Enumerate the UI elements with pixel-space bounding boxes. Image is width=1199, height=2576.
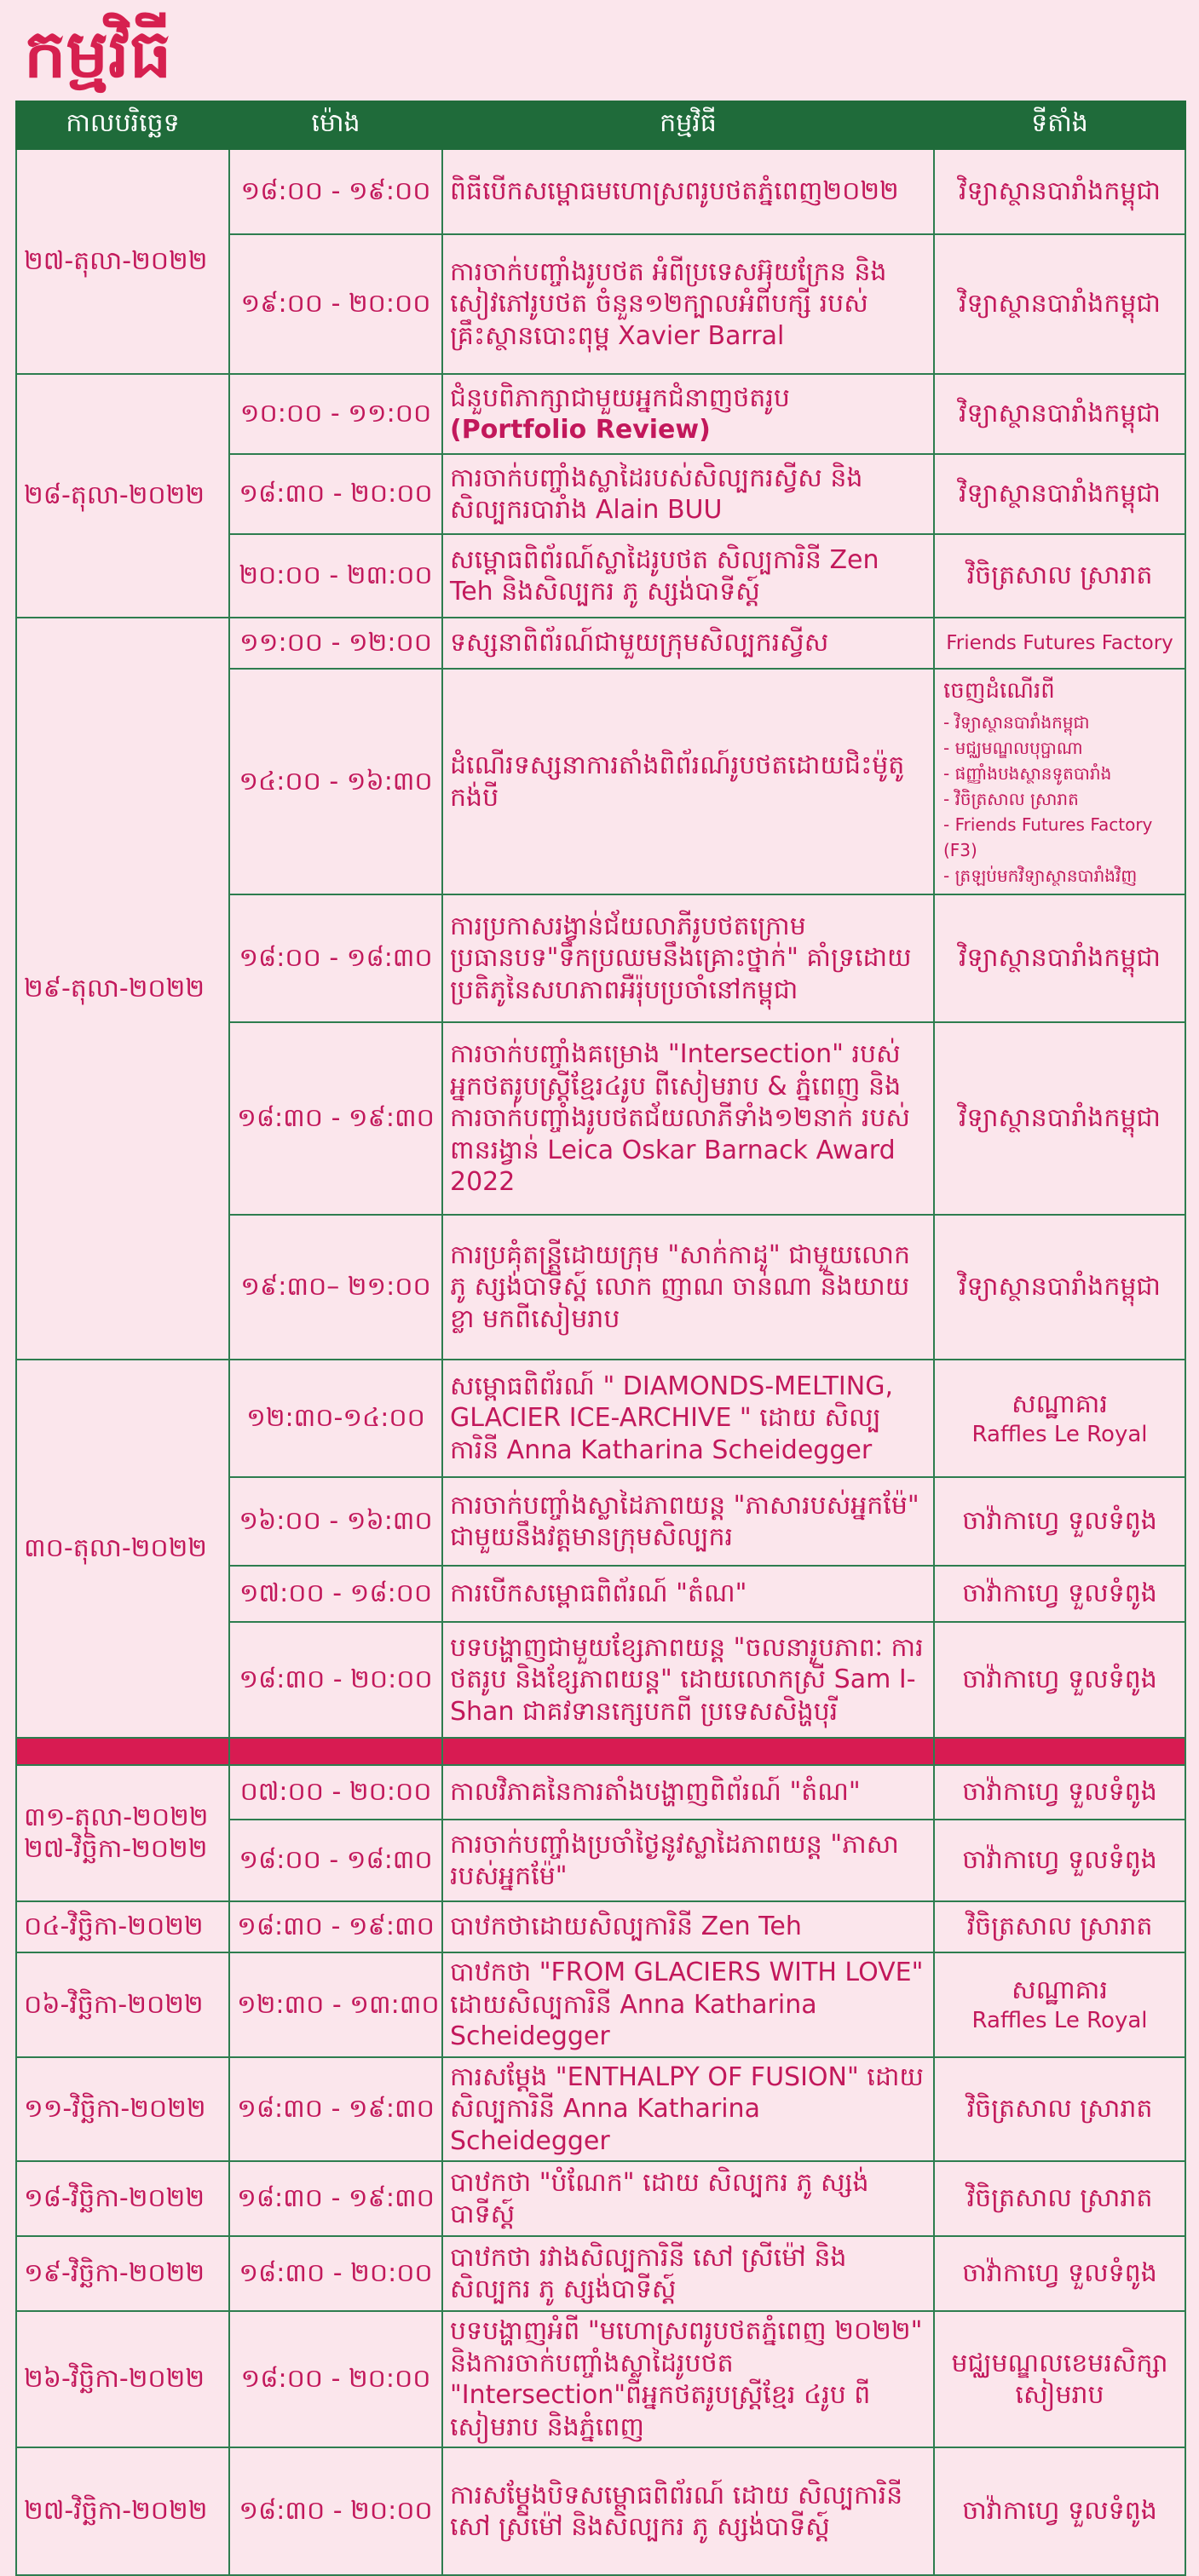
table-row xyxy=(16,1901,1185,1952)
venue-cell: ចាវ៉ាកាហ្វេ ទួលទំពូង xyxy=(934,1477,1185,1566)
table-row xyxy=(16,149,1185,234)
venue-list-item: - Friends Futures Factory (F3) xyxy=(943,814,1153,860)
time-cell: ១៨:៣០ - ១៩:៣០ xyxy=(229,1022,442,1215)
activity-cell: បាឋកថាដោយសិល្បការិនី Zen Teh xyxy=(442,1901,934,1952)
table-row xyxy=(16,2236,1185,2311)
schedule-table xyxy=(15,101,1186,2576)
date-cell xyxy=(16,1765,229,1901)
time-cell: ១៨:៣០ - ២០:០០ xyxy=(229,2236,442,2311)
date-end: ២៧-វិច្ឆិកា-២០២២ xyxy=(24,1834,208,1864)
date-start: ៣១-តុលា-២០២២ xyxy=(24,1802,209,1832)
date-cell: ០៤-វិច្ឆិកា-២០២២ xyxy=(16,1901,229,1952)
header-venue: ទីតាំង xyxy=(934,101,1185,149)
time-cell: ១១:០០ - ១២:០០ xyxy=(229,618,442,669)
activity-cell: ការបើកសម្ពោធពិព័រណ៍ "តំណ" xyxy=(442,1566,934,1622)
time-cell: ១៩:០០ - ២០:០០ xyxy=(229,234,442,374)
page-title: កម្មវិធី xyxy=(24,16,172,93)
venue-cell: ចាវ៉ាកាហ្វេ ទួលទំពូង xyxy=(934,1622,1185,1738)
venue-list-item: - វិចិត្រសាល ស្រារាត xyxy=(943,789,1079,809)
venue-cell: ចាវ៉ាកាហ្វេ ទួលទំពូង xyxy=(934,2447,1185,2575)
activity-cell: ការចាក់បញ្ចាំងរូបថត អំពីប្រទេសអ៊ុយក្រែន និងសៀវភៅរូបថត ចំនួន១២ក្បាលអំពីបក្សី របស់គ្រឹះស្ថានបោះពុម្ព Xavier Barral xyxy=(442,234,934,374)
activity-cell: ការចាក់បញ្ចាំងប្រចាំថ្ងៃនូវស្លាដៃភាពយន្ត "ភាសារបស់អ្នកម៉ែ" xyxy=(442,1820,934,1901)
venue-list-item: - វិទ្យាស្ថានបារាំងកម្ពុជា xyxy=(943,712,1090,733)
activity-cell: ការប្រគុំតន្ត្រីដោយក្រុម "សាក់កាដូ" ជាមួយលោក ភូ ស្សង់បាទីស្ត៍ លោក ញាណ ចាន់ណា និងយាយខ្លា មកពីសៀមរាប xyxy=(442,1215,934,1360)
venue-list-item: - ត្រឡប់មកវិទ្យាស្ថានបារាំងវិញ xyxy=(943,865,1138,886)
time-cell: ១៤:០០ - ១៦:៣០ xyxy=(229,669,442,894)
venue-text-en: Raffles Le Royal xyxy=(971,1421,1148,1447)
table-row xyxy=(16,1952,1185,2057)
table-row xyxy=(16,2311,1185,2447)
date-cell: ២៧-វិច្ឆិកា-២០២២ xyxy=(16,2447,229,2575)
venue-cell xyxy=(934,1952,1185,2057)
venue-cell: Friends Futures Factory xyxy=(934,618,1185,669)
time-cell: ១២:៣០ - ១៣:៣០ xyxy=(229,1952,442,2057)
time-cell: ១៩:៣០– ២១:០០ xyxy=(229,1215,442,1360)
table-header-row xyxy=(16,101,1185,149)
activity-cell: បទបង្ហាញអំពី "មហោស្រពរូបថតភ្នំពេញ ២០២២" និងការចាក់បញ្ចាំងស្លាដៃរូបថត "Intersection"ពីអ្នកថតរូបស្ត្រីខ្មែរ ៤រូប ពីសៀមរាប និងភ្នំពេញ xyxy=(442,2311,934,2447)
time-cell: ០៧:០០ - ២០:០០ xyxy=(229,1765,442,1820)
time-cell: ១៨:៣០ - ២០:០០ xyxy=(229,454,442,534)
activity-cell: ការសម្តែងបិទសម្ពោធពិព័រណ៍ ដោយ សិល្បការិនី សៅ ស្រីម៉ៅ និងសិល្បករ ភូ ស្សង់បាទីស្ត៍ xyxy=(442,2447,934,2575)
time-cell: ២០:០០ - ២៣:០០ xyxy=(229,534,442,618)
header-period: កាលបរិច្ឆេទ xyxy=(16,101,229,149)
time-cell: ១៨:០០ - ២០:០០ xyxy=(229,2311,442,2447)
venue-cell: មជ្ឈមណ្ឌលខេមរសិក្សា សៀមរាប xyxy=(934,2311,1185,2447)
time-cell: ១៨:៣០ - ២០:០០ xyxy=(229,2447,442,2575)
venue-cell: វិទ្យាស្ថានបារាំងកម្ពុជា xyxy=(934,1215,1185,1360)
venue-cell: ចាវ៉ាកាហ្វេ ទួលទំពូង xyxy=(934,1765,1185,1820)
activity-cell: បាឋកថា "បំណែក" ដោយ សិល្បករ ភូ ស្សង់បាទីស្ត៍ xyxy=(442,2161,934,2236)
date-cell: ២៩-តុលា-២០២២ xyxy=(16,618,229,1360)
activity-cell: ការចាក់បញ្ចាំងស្លាដៃភាពយន្ត "ភាសារបស់អ្នកម៉ែ" ជាមួយនឹងវត្តមានក្រុមសិល្បករ xyxy=(442,1477,934,1566)
section-divider xyxy=(16,1738,1185,1765)
venue-cell: វិទ្យាស្ថានបារាំងកម្ពុជា xyxy=(934,1022,1185,1215)
table-row xyxy=(16,2447,1185,2575)
venue-cell: វិទ្យាស្ថានបារាំងកម្ពុជា xyxy=(934,894,1185,1022)
table-row xyxy=(16,618,1185,669)
divider-cell xyxy=(934,1738,1185,1765)
activity-cell: បទបង្ហាញជាមួយខ្សែភាពយន្ត "ចលនារូបភាពៈ ការថតរូប និងខ្សែភាពយន្ត" ដោយលោកស្រី Sam I-Shan ជាគវទានក្សេបកពី ប្រទេសសិង្ហបុរី xyxy=(442,1622,934,1738)
date-cell: ០៦-វិច្ឆិកា-២០២២ xyxy=(16,1952,229,2057)
activity-cell: ការសម្តែង "ENTHALPY OF FUSION" ដោយ សិល្បការិនី Anna Katharina Scheidegger xyxy=(442,2057,934,2162)
table-row xyxy=(16,1765,1185,1820)
venue-cell: វិចិត្រសាល ស្រារាត xyxy=(934,2161,1185,2236)
venue-cell: វិទ្យាស្ថានបារាំងកម្ពុជា xyxy=(934,149,1185,234)
venue-cell: ចាវ៉ាកាហ្វេ ទួលទំពូង xyxy=(934,2236,1185,2311)
time-cell: ១៨:៣០ - ១៩:៣០ xyxy=(229,2161,442,2236)
header-program: កម្មវិធី xyxy=(442,101,934,149)
table-row xyxy=(16,2057,1185,2162)
date-cell: ២៧-តុលា-២០២២ xyxy=(16,149,229,374)
venue-cell xyxy=(934,1360,1185,1477)
date-cell: ២៦-វិច្ឆិកា-២០២២ xyxy=(16,2311,229,2447)
divider-cell xyxy=(16,1738,229,1765)
time-cell: ១៧:០០ - ១៨:០០ xyxy=(229,1566,442,1622)
time-cell: ១៨:៣០ - ២០:០០ xyxy=(229,1622,442,1738)
time-cell: ១៨:៣០ - ១៩:៣០ xyxy=(229,1901,442,1952)
venue-cell: វិចិត្រសាល ស្រារាត xyxy=(934,1901,1185,1952)
venue-cell xyxy=(934,669,1185,894)
venue-text: សណ្ឋាគារ xyxy=(1012,1389,1108,1419)
activity-text-en: (Portfolio Review) xyxy=(450,415,711,445)
time-cell: ១៨:០០ - ១៨:៣០ xyxy=(229,894,442,1022)
activity-cell: ទស្សនាពិព័រណ៍ជាមួយក្រុមសិល្បករស្វីស xyxy=(442,618,934,669)
date-cell: ១៨-វិច្ឆិកា-២០២២ xyxy=(16,2161,229,2236)
date-cell: ១១-វិច្ឆិកា-២០២២ xyxy=(16,2057,229,2162)
venue-text: សណ្ឋាគារ xyxy=(1012,1975,1108,2006)
time-cell: ១៨:០០ - ១៩:០០ xyxy=(229,149,442,234)
activity-cell: បាឋកថា "FROM GLACIERS WITH LOVE" ដោយសិល្បការិនី Anna Katharina Scheidegger xyxy=(442,1952,934,2057)
time-cell: ១៨:៣០ - ១៩:៣០ xyxy=(229,2057,442,2162)
table-row xyxy=(16,1360,1185,1477)
venue-cell: វិទ្យាស្ថានបារាំងកម្ពុជា xyxy=(934,234,1185,374)
time-cell: ១២:៣០-១៤:០០ xyxy=(229,1360,442,1477)
venue-text-en: Raffles Le Royal xyxy=(971,2007,1148,2033)
table-row xyxy=(16,374,1185,454)
venue-list-item: - ផញ្ញាំងបងស្ថានទូតបារាំង xyxy=(943,763,1112,784)
venue-cell: វិចិត្រសាល ស្រារាត xyxy=(934,534,1185,618)
activity-cell xyxy=(442,374,934,454)
date-cell: ១៩-វិច្ឆិកា-២០២២ xyxy=(16,2236,229,2311)
activity-cell: សម្ពោធពិព័រណ៍ " DIAMONDS-MELTING, GLACIER ICE-ARCHIVE " ដោយ សិល្បការិនី Anna Katharina Scheidegger xyxy=(442,1360,934,1477)
venue-cell: វិទ្យាស្ថានបារាំងកម្ពុជា xyxy=(934,374,1185,454)
time-cell: ១៨:០០ - ១៨:៣០ xyxy=(229,1820,442,1901)
activity-text: ជំនួបពិភាក្សាជាមួយអ្នកជំនាញថតរូប xyxy=(450,382,790,413)
time-cell: ១០:០០ - ១១:០០ xyxy=(229,374,442,454)
venue-cell: វិចិត្រសាល ស្រារាត xyxy=(934,2057,1185,2162)
table-row xyxy=(16,2161,1185,2236)
activity-cell: ការប្រកាសរង្វាន់ជ័យលាភីរូបថតក្រោមប្រធានបទ"ទឹកប្រឈមនឹងគ្រោះថ្នាក់" គាំទ្រដោយប្រតិភូនៃសហភាពអឺរ៉ុបប្រចាំនៅកម្ពុជា xyxy=(442,894,934,1022)
activity-cell: ការចាក់បញ្ចាំងគម្រោង "Intersection" របស់អ្នកថតរូបស្ត្រីខ្មែរ៤រូប ពីសៀមរាប & ភ្នំពេញ និងការចាក់បញ្ចាំងរូបថតជ័យលាភីទាំង១២នាក់ របស់ពានរង្វាន់ Leica Oskar Barnack Award 2022 xyxy=(442,1022,934,1215)
activity-cell: បាឋកថា រវាងសិល្បការិនី សៅ ស្រីម៉ៅ និង សិល្បករ ភូ ស្សង់បាទីស្ត៍ xyxy=(442,2236,934,2311)
activity-cell: ការចាក់បញ្ចាំងស្លាដៃរបស់សិល្បករស្វីស និងសិល្បករបារាំង Alain BUU xyxy=(442,454,934,534)
activity-cell: ដំណើរទស្សនាការតាំងពិព័រណ៍រូបថតដោយជិះម៉ូតូកង់បី xyxy=(442,669,934,894)
activity-cell: ពិធីបើកសម្ពោធមហោស្រពរូបថតភ្នំពេញ២០២២ xyxy=(442,149,934,234)
venue-cell: វិទ្យាស្ថានបារាំងកម្ពុជា xyxy=(934,454,1185,534)
time-cell: ១៦:០០ - ១៦:៣០ xyxy=(229,1477,442,1566)
divider-cell xyxy=(442,1738,934,1765)
venue-list-title: ចេញដំណើរពី xyxy=(943,678,1055,704)
date-cell: ២៨-តុលា-២០២២ xyxy=(16,374,229,618)
header-time: ម៉ោង xyxy=(229,101,442,149)
divider-cell xyxy=(229,1738,442,1765)
date-cell: ៣០-តុលា-២០២២ xyxy=(16,1360,229,1738)
activity-cell: កាលវិភាគនៃការតាំងបង្ហាញពិព័រណ៍ "តំណ" xyxy=(442,1765,934,1820)
venue-list-item: - មជ្ឈមណ្ឌលបុប្ផាណា xyxy=(943,738,1083,758)
venue-cell: ចាវ៉ាកាហ្វេ ទួលទំពូង xyxy=(934,1820,1185,1901)
venue-cell: ចាវ៉ាកាហ្វេ ទួលទំពូង xyxy=(934,1566,1185,1622)
activity-cell: សម្ពោធពិព័រណ៍ស្លាដៃរូបថត សិល្បការិនី Zen Teh និងសិល្បករ ភូ ស្សង់បាទីស្ត៍ xyxy=(442,534,934,618)
